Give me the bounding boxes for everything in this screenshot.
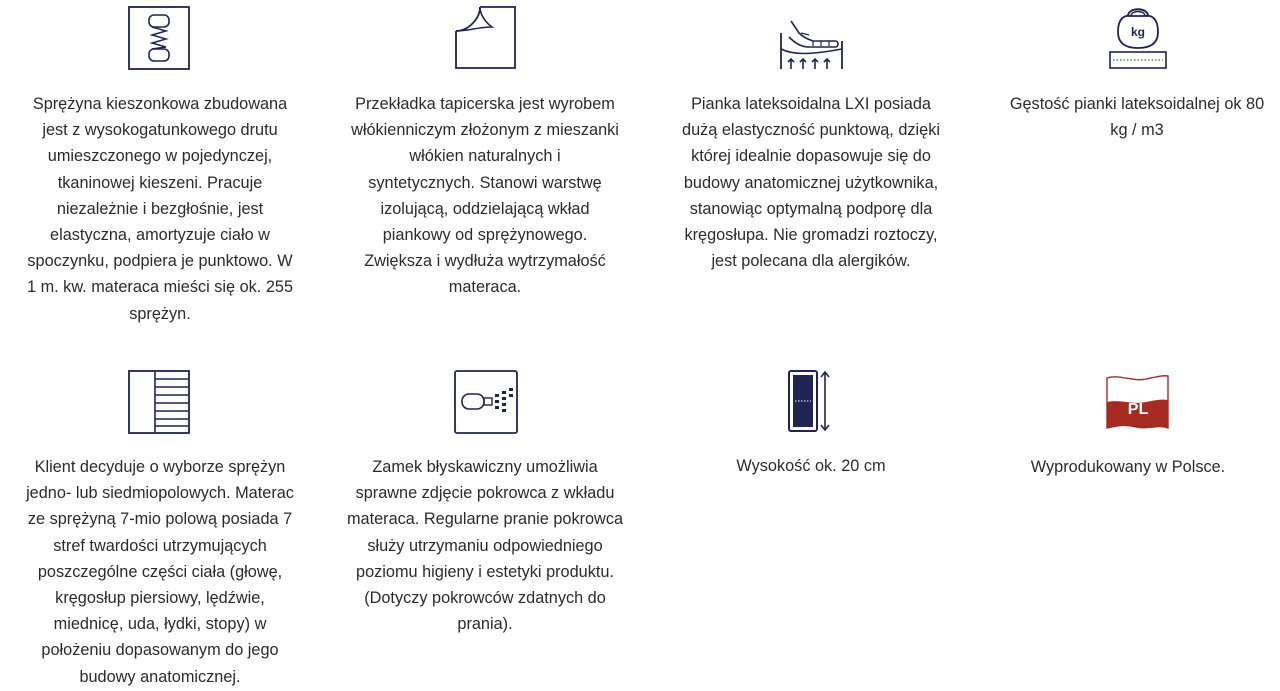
pocket-spring-icon bbox=[128, 6, 190, 70]
kg-label: kg bbox=[1130, 25, 1145, 39]
upholstery-pad-icon bbox=[454, 5, 518, 71]
feature-description: Sprężyna kieszonkowa zbudowana jest z wysokogatunkowego drutu umieszczonego w pojedynczej, tkaninowej kieszeni. Pracuje niezależnie i bezgłośnie, jest elastyczna, amortyzuje ciało w spoczynku, podpiera je punktowo. W 1 m. kw. materaca mieści się ok. 255 sprężyn. bbox=[26, 95, 294, 323]
feature-description: Wyprodukowany w Polsce. bbox=[1030, 458, 1226, 476]
spring-zones-icon bbox=[128, 370, 190, 434]
kg-weight-density-icon bbox=[1108, 4, 1168, 70]
poland-flag-icon bbox=[1106, 374, 1170, 430]
pl-label: PL bbox=[1127, 401, 1149, 418]
feature-description: Pianka lateksoidalna LXI posiada dużą elastyczność punktową, dzięki której idealnie dopasowuje się do budowy anatomicznej użytkownika, stanowiąc optymalną podporę dla kręgosłupa. Nie gromadzi roztoczy, jest polecana dla alergików. bbox=[682, 95, 940, 271]
feature-description: Wysokość ok. 20 cm bbox=[736, 457, 886, 475]
feature-description: Zamek błyskawiczny umożliwia sprawne zdjęcie pokrowca z wkładu materaca. Regularne pranie pokrowca służy utrzymaniu odpowiedniego poziomu higieny i estetyki produktu. (Dotyczy pokrowców zdatnych do prania). bbox=[346, 458, 624, 634]
latex-foam-hand-icon bbox=[779, 19, 845, 71]
feature-description: Gęstość pianki lateksoidalnej ok 80 kg / m3 bbox=[1009, 95, 1265, 140]
mattress-height-icon bbox=[787, 369, 833, 433]
feature-description: Klient decyduje o wyborze sprężyn jedno- lub siedmiopolowych. Materac ze sprężyną 7-mio polową posiada 7 stref twardości utrzymujących poszczególne części ciała (głowę, kręgosłup piersiowy, lędźwie, miednicę, uda, łydki, stopy) w położeniu dopasowanym do jego budowy anatomicznej. bbox=[26, 458, 294, 686]
feature-description: Przekładka tapicerska jest wyrobem włókienniczym złożonym z mieszanki włókien naturalnych i syntetycznych. Stanowi warstwę izolującą, oddzielającą wkład piankowy od sprężynowego. Zwiększa i wydłuża wytrzymałość materaca. bbox=[351, 95, 619, 297]
zipper-icon bbox=[454, 370, 518, 434]
